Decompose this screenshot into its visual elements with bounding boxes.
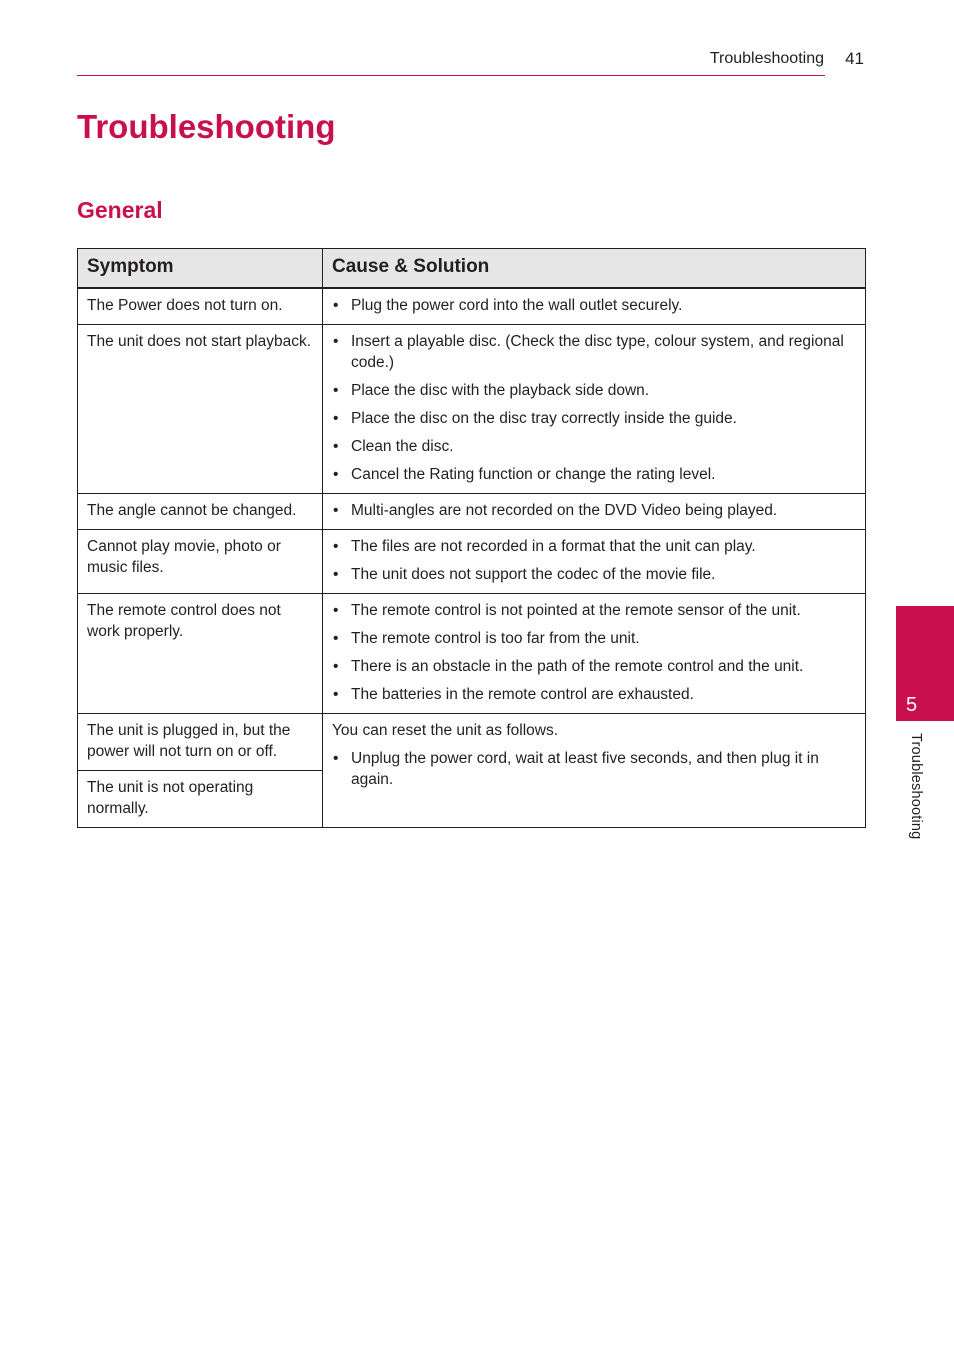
table-row [78, 494, 866, 530]
solution-cell [323, 530, 866, 594]
symptom-cell: The remote control does not work properly. [78, 594, 323, 714]
solution-intro: You can reset the unit as follows. [332, 722, 559, 739]
running-header [77, 48, 864, 76]
symptom-cell: The unit is not operating normally. [78, 771, 323, 828]
section-title: General [77, 197, 163, 223]
solution-cell [323, 594, 866, 714]
table-row [78, 530, 866, 594]
solution-cell [323, 714, 866, 828]
solution-list [332, 748, 856, 790]
solution-item: • The files are not recorded in a format that the unit can play. [332, 536, 856, 557]
solution-item: • The remote control is too far from the unit. [332, 628, 856, 649]
running-header-title: Troubleshooting [709, 50, 824, 67]
solution-list [332, 600, 856, 705]
solution-item: • Cancel the Rating function or change the rating level. [332, 464, 856, 485]
solution-cell [323, 325, 866, 494]
solution-item: • Unplug the power cord, wait at least five seconds, and then plug it in again. [332, 748, 856, 790]
table-row [78, 325, 866, 494]
chapter-number: 5 [906, 694, 918, 716]
header-rule [77, 75, 825, 76]
table-row [78, 594, 866, 714]
chapter-label: Troubleshooting [908, 733, 924, 840]
solution-cell [323, 288, 866, 325]
solution-list [332, 295, 856, 316]
solution-list [332, 500, 856, 521]
solution-list [332, 331, 856, 485]
solution-item: • The remote control is not pointed at the remote sensor of the unit. [332, 600, 856, 621]
table-header-row [78, 249, 866, 289]
solution-item: • Insert a playable disc. (Check the disc type, colour system, and regional code.) [332, 331, 856, 373]
solution-item: • Multi-angles are not recorded on the DVD Video being played. [332, 500, 856, 521]
column-header-cause-solution: Cause & Solution [323, 249, 866, 289]
table-row [78, 714, 866, 771]
page-number: 41 [845, 49, 864, 68]
solution-item: • Place the disc on the disc tray correctly inside the guide. [332, 408, 856, 429]
symptom-cell: The unit is plugged in, but the power will not turn on or off. [78, 714, 323, 771]
solution-item: • Plug the power cord into the wall outlet securely. [332, 295, 856, 316]
chapter-tab [896, 606, 954, 721]
solution-item: • Clean the disc. [332, 436, 856, 457]
solution-item: • The batteries in the remote control are exhausted. [332, 684, 856, 705]
table-row [78, 288, 866, 325]
solution-item: • The unit does not support the codec of the movie file. [332, 564, 856, 585]
symptom-cell: Cannot play movie, photo or music files. [78, 530, 323, 594]
page-title: Troubleshooting [77, 108, 336, 145]
solution-item: • There is an obstacle in the path of the remote control and the unit. [332, 656, 856, 677]
solution-list [332, 536, 856, 585]
symptom-cell: The Power does not turn on. [78, 288, 323, 325]
solution-item: • Place the disc with the playback side down. [332, 380, 856, 401]
symptom-cell: The angle cannot be changed. [78, 494, 323, 530]
troubleshooting-table [77, 248, 866, 828]
solution-cell [323, 494, 866, 530]
column-header-symptom: Symptom [78, 249, 323, 289]
symptom-cell: The unit does not start playback. [78, 325, 323, 494]
